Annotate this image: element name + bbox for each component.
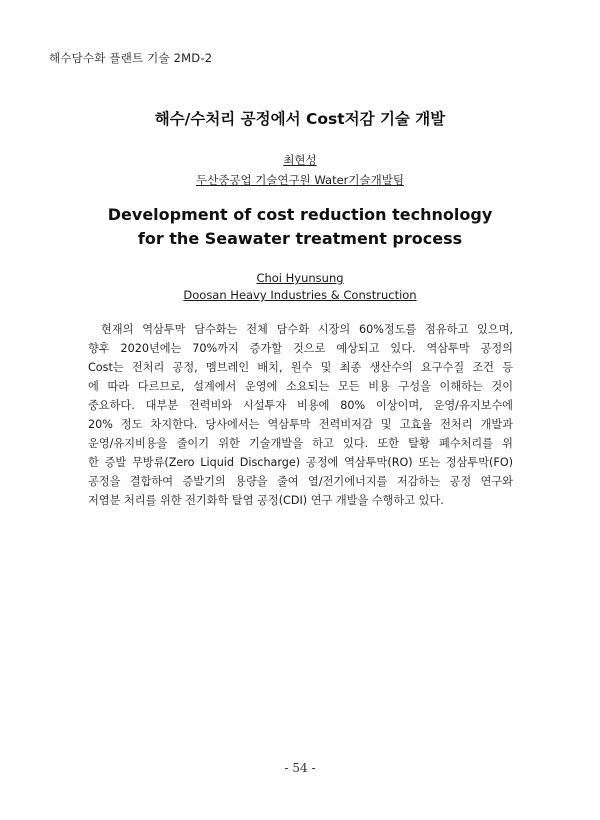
- english-title-line-2: for the Seawater treatment process: [137, 229, 463, 248]
- abstract-line: 에 따라 다르므로, 설계에서 운영에 소요되는 모든 비용 구성을 이해하는 것이: [88, 380, 513, 393]
- korean-affiliation: 두산중공업 기술연구원 Water기술개발팀: [196, 173, 404, 187]
- abstract-line: Cost는 전처리 공정, 멤브레인 배치, 원수 및 최종 생산수의 요구수질 조건 등: [88, 361, 513, 374]
- running-header: 해수담수화 플랜트 기술 2MD-2: [49, 51, 213, 65]
- page-number: - 54 -: [284, 761, 316, 775]
- english-title-line-1: Development of cost reduction technology: [107, 205, 493, 224]
- abstract-line: 20% 정도 차지한다. 당사에서는 역삼투막 전력비저감 및 고효율 전처리 개발과: [88, 418, 513, 431]
- korean-title: 해수/수처리 공정에서 Cost저감 기술 개발: [154, 110, 446, 128]
- english-author: Choi Hyunsung: [256, 271, 344, 285]
- korean-author: 최현성: [283, 153, 317, 167]
- abstract-line: 현재의 역삼투막 담수화는 전체 담수화 시장의 60%정도를 점유하고 있으며,: [101, 323, 513, 336]
- english-affiliation: Doosan Heavy Industries & Construction: [183, 288, 417, 302]
- abstract-line: 운영/유지비용을 줄이기 위한 기술개발을 하고 있다. 또한 탈황 폐수처리를 위: [88, 437, 513, 450]
- abstract-paragraph: [88, 320, 513, 510]
- abstract-line: 중요하다. 대부분 전력비와 시설투자 비용에 80% 이상이며, 운영/유지보수에: [88, 399, 513, 412]
- abstract-line: 저염분 처리를 위한 전기화학 탈염 공정(CDI) 연구 개발을 수행하고 있다.: [88, 494, 444, 507]
- english-title: [0, 203, 600, 251]
- abstract-line: 한 증발 무방류(Zero Liquid Discharge) 공정에 역삼투막(RO) 또는 정삼투막(FO): [88, 456, 513, 469]
- abstract-line: 향후 2020년에는 70%까지 증가할 것으로 예상되고 있다. 역삼투막 공정의: [88, 342, 513, 355]
- abstract-line: 공정을 결합하여 증발기의 용량을 줄여 열/전기에너지를 저감하는 공정 연구와: [88, 475, 513, 488]
